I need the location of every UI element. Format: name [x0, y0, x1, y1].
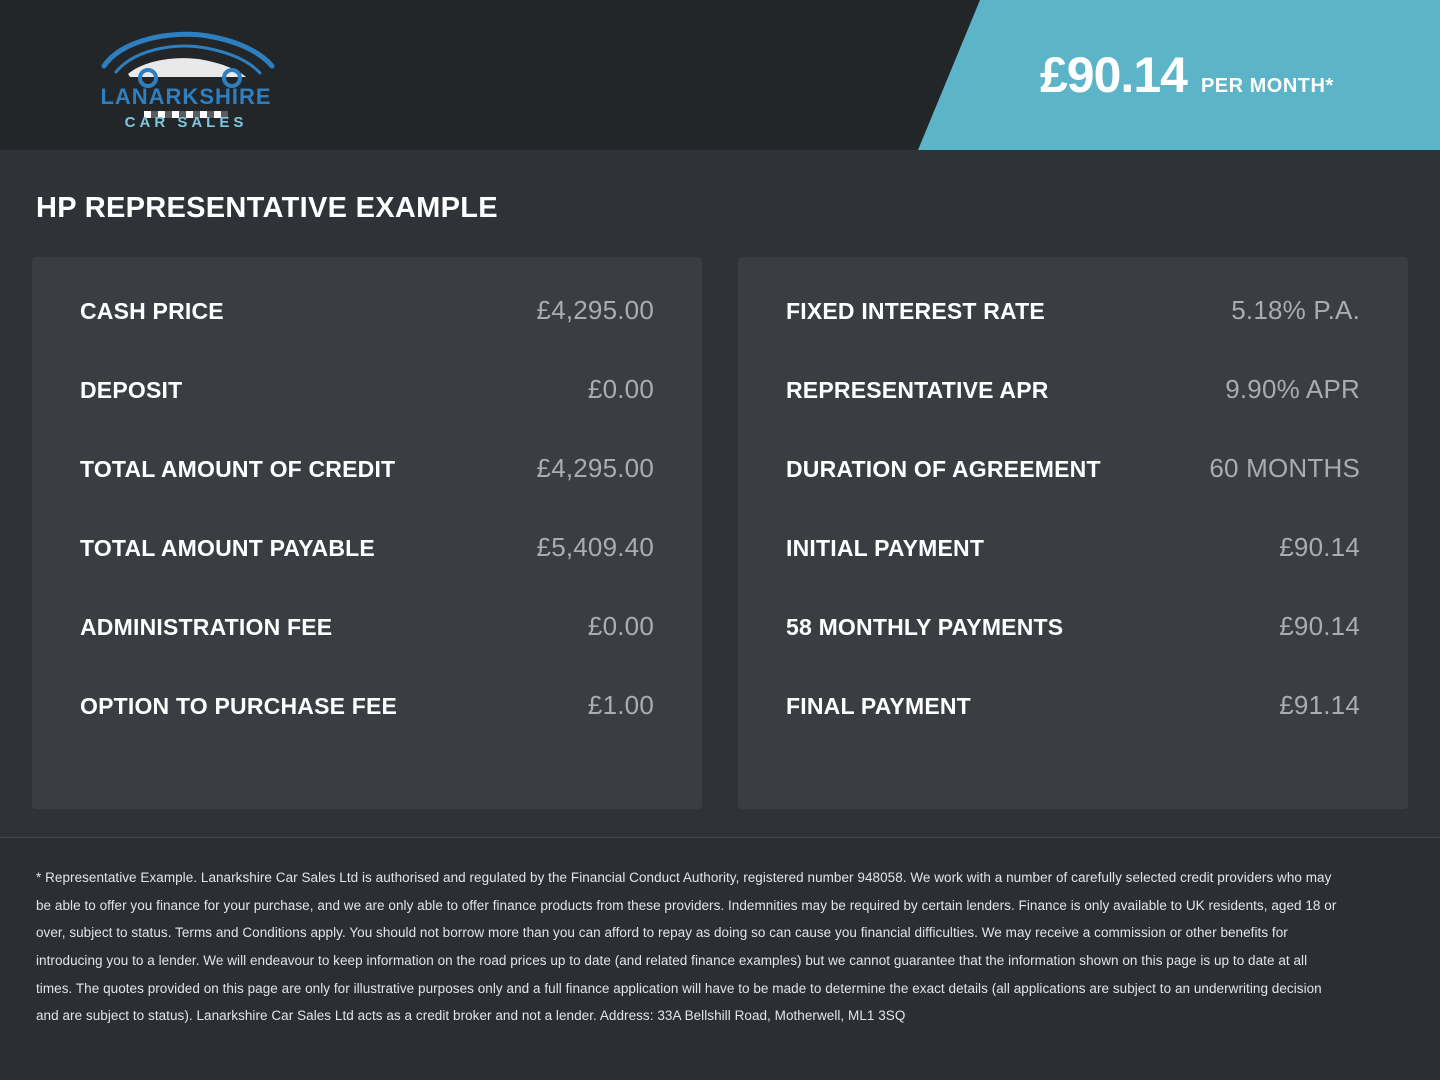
- row-label: DEPOSIT: [80, 377, 183, 403]
- table-row: [786, 690, 1360, 769]
- table-row: [80, 374, 654, 453]
- row-label: DURATION OF AGREEMENT: [786, 456, 1101, 482]
- row-value: £5,409.40: [536, 532, 654, 562]
- table-row: [786, 611, 1360, 690]
- row-label: FIXED INTEREST RATE: [786, 298, 1045, 324]
- footer-disclaimer: [0, 837, 1440, 1080]
- table-row: [786, 532, 1360, 611]
- monthly-price-banner: [980, 0, 1440, 150]
- row-value: 60 MONTHS: [1209, 453, 1360, 483]
- page-title: HP REPRESENTATIVE EXAMPLE: [36, 192, 498, 224]
- row-label: REPRESENTATIVE APR: [786, 377, 1049, 403]
- row-label: 58 MONTHLY PAYMENTS: [786, 614, 1064, 640]
- table-row: [80, 532, 654, 611]
- table-row: [80, 453, 654, 532]
- monthly-price-amount: £90.14: [1040, 47, 1187, 103]
- monthly-price-suffix: PER MONTH*: [1200, 75, 1334, 97]
- row-value: £4,295.00: [536, 453, 654, 483]
- row-value: £1.00: [587, 690, 654, 720]
- svg-text:CAR SALES: CAR SALES: [124, 114, 248, 130]
- table-row: [80, 690, 654, 769]
- row-value: 9.90% APR: [1225, 374, 1360, 404]
- table-row: [786, 374, 1360, 453]
- page-header: [0, 0, 1440, 150]
- svg-text:LANARKSHIRE: LANARKSHIRE: [100, 84, 272, 109]
- row-value: £91.14: [1279, 690, 1360, 720]
- brand-logo[interactable]: [86, 22, 286, 130]
- row-label: TOTAL AMOUNT OF CREDIT: [80, 456, 396, 482]
- finance-panels: [32, 257, 1408, 809]
- row-label: OPTION TO PURCHASE FEE: [80, 693, 398, 719]
- row-value: £90.14: [1279, 532, 1360, 562]
- finance-panel-right: [738, 257, 1408, 809]
- row-label: CASH PRICE: [80, 298, 224, 324]
- main-content: [0, 192, 1440, 809]
- row-label: ADMINISTRATION FEE: [80, 614, 333, 640]
- row-label: TOTAL AMOUNT PAYABLE: [80, 535, 375, 561]
- car-logo-icon: [86, 22, 286, 130]
- table-row: [786, 295, 1360, 374]
- disclaimer-text: * Representative Example. Lanarkshire Car Sales Ltd is authorised and regulated by the Financial Conduct Authority, registered number 948058. We work with a number of carefully selected credit providers who may be able to offer you finance for your purchase, and we are only able to offer finance products from these providers. Indemnities may be required by certain lenders. Finance is only available to UK residents, aged 18 or over, subject to status. Terms and Conditions apply. You should not borrow more than you can afford to repay as doing so can cause you financial difficulties. We may receive a commission or other benefits for introducing you to a lender. We will endeavour to keep information on the road prices up to date (and related finance examples) but we cannot guarantee that the information shown on this page is up to date at all times. The quotes provided on this page are only for illustrative purposes only and a full finance application will have to be made to determine the exact details (all applications are subject to an underwriting decision and are subject to status). Lanarkshire Car Sales Ltd acts as a credit broker and not a lender. Address: 33A Bellshill Road, Motherwell, ML1 3SQ: [36, 870, 1337, 1024]
- finance-panel-left: [32, 257, 702, 809]
- table-row: [80, 295, 654, 374]
- row-value: £0.00: [587, 374, 654, 404]
- table-row: [80, 611, 654, 690]
- row-value: £0.00: [587, 611, 654, 641]
- row-label: INITIAL PAYMENT: [786, 535, 985, 561]
- row-value: £4,295.00: [536, 295, 654, 325]
- table-row: [786, 453, 1360, 532]
- row-value: 5.18% P.A.: [1231, 295, 1360, 325]
- row-value: £90.14: [1279, 611, 1360, 641]
- row-label: FINAL PAYMENT: [786, 693, 971, 719]
